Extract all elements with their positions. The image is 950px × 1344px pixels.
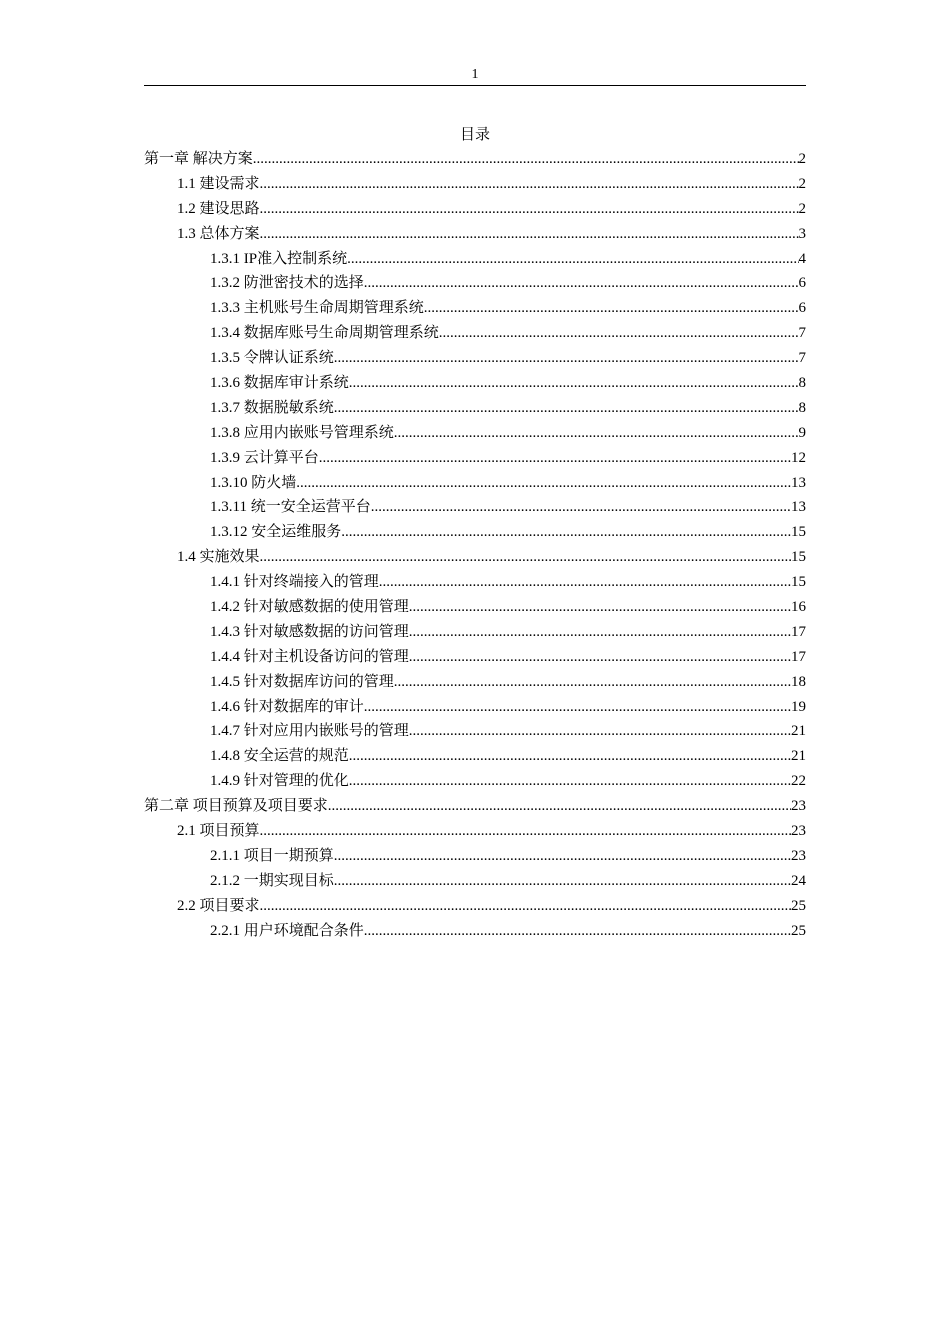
toc-entry-page-number: 18 [791,673,806,690]
toc-dot-leader [334,396,799,421]
toc-dot-leader [349,744,791,769]
toc-entry-title: 1.4.1 针对终端接入的管理 [210,574,379,591]
toc-entry-page-number: 8 [798,399,806,416]
toc-dot-leader [260,172,799,197]
toc-entry[interactable] [144,172,806,197]
toc-dot-leader [260,222,799,247]
toc-dot-leader [424,296,799,321]
toc-dot-leader [364,919,791,944]
toc-entry[interactable] [144,545,806,570]
table-of-contents [144,147,806,944]
toc-dot-leader [334,844,791,869]
toc-entry[interactable] [144,471,806,496]
toc-entry-title: 1.3.4 数据库账号生命周期管理系统 [210,325,439,342]
toc-entry[interactable] [144,819,806,844]
toc-entry-page-number: 24 [791,872,806,889]
toc-entry-title: 2.1.1 项目一期预算 [210,847,334,864]
toc-entry-page-number: 7 [798,325,806,342]
toc-entry-title: 1.4.8 安全运营的规范 [210,748,349,765]
toc-entry-title: 1.4.7 针对应用内嵌账号的管理 [210,723,409,740]
toc-entry-title: 第一章 解决方案 [144,151,253,167]
toc-entry-title: 2.2 项目要求 [177,897,260,914]
toc-entry[interactable] [144,620,806,645]
toc-entry-page-number: 9 [798,424,806,441]
toc-entry-page-number: 16 [791,599,806,616]
toc-entry-title: 2.1 项目预算 [177,823,260,840]
toc-dot-leader [349,371,799,396]
toc-title: 目录 [459,127,490,143]
toc-entry[interactable] [144,346,806,371]
toc-dot-leader [409,595,791,620]
toc-entry[interactable] [144,695,806,720]
toc-dot-leader [260,894,791,919]
toc-entry[interactable] [144,744,806,769]
toc-dot-leader [260,545,791,570]
toc-entry-title: 1.3 总体方案 [177,225,260,242]
toc-entry-title: 2.2.1 用户环境配合条件 [210,922,364,939]
toc-dot-leader [439,321,799,346]
toc-entry-page-number: 22 [791,773,806,790]
toc-dot-leader [409,620,791,645]
toc-entry-title: 2.1.2 一期实现目标 [210,872,334,889]
toc-dot-leader [349,769,791,794]
toc-entry[interactable] [144,296,806,321]
toc-dot-leader [371,495,791,520]
toc-entry-title: 1.3.11 统一安全运营平台 [210,499,371,516]
toc-entry[interactable] [144,147,806,172]
toc-dot-leader [409,645,791,670]
toc-entry-title: 1.4 实施效果 [177,549,260,566]
toc-entry[interactable] [144,520,806,545]
toc-entry-title: 1.3.9 云计算平台 [210,449,319,466]
toc-entry[interactable] [144,446,806,471]
toc-entry-page-number: 2 [798,200,806,217]
toc-entry-title: 1.4.4 针对主机设备访问的管理 [210,648,409,665]
toc-dot-leader [334,346,799,371]
toc-entry-page-number: 17 [791,623,806,640]
toc-entry-title: 1.3.2 防泄密技术的选择 [210,275,364,292]
toc-entry[interactable] [144,495,806,520]
toc-entry[interactable] [144,271,806,296]
toc-entry[interactable] [144,719,806,744]
toc-dot-leader [409,719,791,744]
toc-entry[interactable] [144,371,806,396]
toc-entry-page-number: 2 [798,151,806,167]
toc-entry[interactable] [144,396,806,421]
toc-entry-page-number: 8 [798,375,806,392]
toc-entry-title: 1.4.2 针对敏感数据的使用管理 [210,599,409,616]
toc-entry-page-number: 23 [791,798,806,815]
toc-entry-page-number: 7 [798,350,806,367]
toc-dot-leader [364,271,799,296]
toc-entry-title: 第二章 项目预算及项目要求 [144,798,328,815]
toc-entry[interactable] [144,595,806,620]
toc-entry-page-number: 3 [798,225,806,242]
toc-entry-page-number: 12 [791,449,806,466]
toc-entry[interactable] [144,794,806,819]
toc-entry[interactable] [144,869,806,894]
toc-entry-page-number: 15 [791,549,806,566]
toc-entry[interactable] [144,421,806,446]
toc-entry-page-number: 21 [791,723,806,740]
toc-entry-page-number: 13 [791,474,806,491]
toc-entry-page-number: 15 [791,574,806,591]
toc-entry-page-number: 23 [791,823,806,840]
toc-entry-page-number: 25 [791,922,806,939]
toc-entry[interactable] [144,844,806,869]
toc-entry-page-number: 17 [791,648,806,665]
toc-dot-leader [394,421,799,446]
toc-entry-page-number: 21 [791,748,806,765]
toc-entry-page-number: 2 [798,175,806,192]
toc-entry[interactable] [144,222,806,247]
toc-entry-title: 1.2 建设思路 [177,200,260,217]
toc-entry-page-number: 4 [798,250,806,267]
toc-dot-leader [253,147,799,172]
toc-entry[interactable] [144,769,806,794]
toc-entry-page-number: 13 [791,499,806,516]
toc-dot-leader [296,471,791,496]
toc-dot-leader [260,197,799,222]
toc-entry-title: 1.4.6 针对数据库的审计 [210,698,364,715]
toc-entry[interactable] [144,570,806,595]
toc-dot-leader [319,446,791,471]
toc-entry-title: 1.3.3 主机账号生命周期管理系统 [210,300,424,317]
toc-entry-title: 1.3.1 IP准入控制系统 [210,250,348,267]
toc-dot-leader [328,794,791,819]
toc-entry-title: 1.3.12 安全运维服务 [210,524,342,541]
toc-entry-title: 1.1 建设需求 [177,175,260,192]
toc-entry-title: 1.3.6 数据库审计系统 [210,375,349,392]
toc-entry-title: 1.3.7 数据脱敏系统 [210,399,334,416]
toc-entry-title: 1.4.5 针对数据库访问的管理 [210,673,394,690]
toc-dot-leader [379,570,791,595]
toc-entry-page-number: 6 [798,300,806,317]
page-number: 1 [471,67,479,82]
toc-dot-leader [341,520,791,545]
toc-entry[interactable] [144,670,806,695]
toc-dot-leader [260,819,791,844]
toc-entry[interactable] [144,247,806,272]
toc-entry-title: 1.3.5 令牌认证系统 [210,350,334,367]
toc-entry-page-number: 25 [791,897,806,914]
toc-dot-leader [334,869,791,894]
toc-entry-title: 1.4.9 针对管理的优化 [210,773,349,790]
toc-entry-page-number: 6 [798,275,806,292]
toc-entry[interactable] [144,919,806,944]
toc-dot-leader [347,247,798,272]
toc-dot-leader [364,695,791,720]
toc-entry-page-number: 15 [791,524,806,541]
toc-entry-title: 1.3.8 应用内嵌账号管理系统 [210,424,394,441]
toc-entry[interactable] [144,645,806,670]
header-rule [144,85,806,86]
toc-entry-page-number: 19 [791,698,806,715]
toc-entry[interactable] [144,197,806,222]
toc-entry[interactable] [144,894,806,919]
toc-entry-title: 1.3.10 防火墙 [210,474,297,491]
toc-entry-page-number: 23 [791,847,806,864]
toc-dot-leader [394,670,791,695]
toc-entry[interactable] [144,321,806,346]
toc-entry-title: 1.4.3 针对敏感数据的访问管理 [210,623,409,640]
